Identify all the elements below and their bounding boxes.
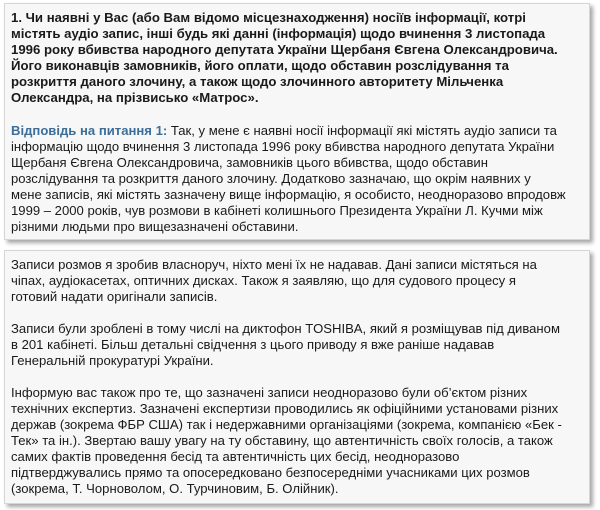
answer-label: Відповідь на питання 1: [11, 123, 168, 138]
answer-text: Так, у мене є наявні носії інформації які містять аудіо записи та інформацію щодо вчинення 3 листопада 1996 року вбивства народного депутата України Щербаня Євгена Олександровича, замовників цього вбивства, щодо обставин розслідування та розкриття даного злочину. Додатково зазначаю, що окрім наявних у мене записів, які містять зазначену вище інформацію, я особисто, неодноразово впродовж 1999 – 2000 років, чув розмови в кабінеті колишнього Президента України Л. Кучми між різними людьми про вищезазначені обставини. [11, 123, 566, 234]
question-text: 1. Чи наявні у Вас (або Вам відомо місцезнаходження) носіїв інформації, котрі містять аудіо запис, інші будь які данні (інформація) щодо вчинення 3 листопада 1996 року вбивства народного депутата України Щербаня Євгена Олександровича. Його виконавців замовників, його оплати, щодо обставин розслідування та розкриття даного злочину, а також щодо злочинного авторитету Мільченка Олександра, на прізвисько «Матрос». [11, 10, 558, 105]
continuation-card [4, 250, 590, 504]
question-card [4, 3, 590, 240]
paragraph-recording-device: Записи були зроблені в тому числі на диктофон TOSHIBA, який я розміщував під диваном в 201 кабінеті. Більш детальні свідчення з цього приводу я вже раніше надавав Генеральній прокуратурі України. [11, 321, 560, 368]
paragraph-expertise: Інформую вас також про те, що зазначені записи неодноразово були об’єктом різних технічних експертиз. Зазначені експертизи проводились як офіційними установами різних держав (зокрема ФБР США) так і недержавними організаціями (зокрема, компанією «Бек - Тек» та ін.). Звертаю вашу увагу на ту обставину, що автентичність своїх голосів, а також самих фактів проведення бесід та автентичність цих бесід, неодноразово підтверджувались прямо та опосередковано безпосередніми учасниками цих розмов (зокрема, Т. Чорноволом, О. Турчиновим, Б. Олійник). [11, 385, 562, 496]
answer-paragraph [11, 123, 583, 235]
paragraph-recordings-origin: Записи розмов я зробив власноруч, ніхто мені їх не надавав. Дані записи містяться на чіпах, аудіокасетах, оптичних дисках. Також я заявляю, що для судового процесу я готовий надати оригінали записів. [11, 257, 537, 304]
